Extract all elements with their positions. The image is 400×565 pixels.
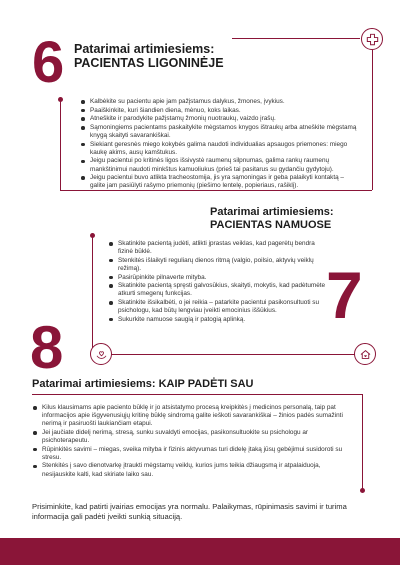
list-item: Paaiškinkite, kuri šiandien diena, mėnuo, koks laikas. <box>80 107 360 115</box>
section-title-self-help: Patarimai artimiesiems: KAIP PADĖTI SAU <box>32 378 254 390</box>
section-title-line2: PACIENTAS NAMUOSE <box>210 218 332 231</box>
divider-dot <box>360 488 365 493</box>
home-heart-icon <box>354 343 376 365</box>
list-item: Siekiant geresnės miego kokybės galima naudoti individualias apsaugos priemones: miego kaukę akims, ausų kamštukus. <box>80 141 360 157</box>
home-heart-icon-glyph <box>359 348 372 361</box>
list-item: Skatinkite pacientą spręsti galvosūkius, skaityti, mokytis, kad padėtumėte atkurti smegenų funkcijas. <box>108 282 328 298</box>
list-item: Stenkitės į savo dienotvarkę įtraukti mėgstamų veiklų, kurios jums teikia džiaugsmą ir atpalaiduoja, nesijauskite kalti, kad skiriate laiko sau. <box>32 462 352 478</box>
section-title-line1: Patarimai artimiesiems: <box>74 42 215 56</box>
divider <box>362 394 363 490</box>
divider <box>92 236 93 354</box>
list-item: Kilus klausimams apie paciento būklę ir jo atsistatymo procesą kreipkitės į medicinos personalą, taip pat informacijos apie išgyvenusiųjų kritinę būklę sindromą galite ieškoti savarankiškai – žinios padės sumažinti nerimą ir pasiruošti laukiančiam etapui. <box>32 404 352 428</box>
list-item: Rūpinkitės savimi – miegas, sveika mityba ir fizinis aktyvumas turi didelę įtaką jūsų gebėjimui susidoroti su stresu. <box>32 446 352 462</box>
list-item: Sąmoningiems pacientams paskaitykite mėgstamos knygos ištraukų arba atneškite mėgstamą knygą skaityti savarankiškai. <box>80 124 360 140</box>
self-help-tips-list <box>32 404 352 479</box>
section-title-line1: Patarimai artimiesiems: <box>210 206 334 218</box>
heart-hands-icon <box>90 343 112 365</box>
section-number-8: 8 <box>30 314 64 381</box>
home-tips-list <box>108 240 328 324</box>
divider <box>232 38 360 39</box>
hospital-cross-icon <box>361 28 383 50</box>
section-number-6: 6 <box>32 30 65 95</box>
list-item: Skatinkite išsikalbėti, o jei reikia – patarkite pacientui pasikonsultuoti su psichologu, kad būtų lengviau įveikti emocinius iššūkius. <box>108 299 328 315</box>
hospital-tips-list <box>80 98 360 191</box>
list-item: Jeigu pacientui po kritinės ligos išsivystė raumenų silpnumas, galima rankų raumenų mankštinimui naudoti minkštus kamuoliukus (prieš tai pasitarus su gydančiu gydytoju). <box>80 157 360 173</box>
section-number-7: 7 <box>326 258 363 332</box>
section-title-home <box>210 206 334 231</box>
divider-dot <box>58 97 63 102</box>
divider <box>372 50 373 190</box>
hospital-cross-icon-glyph <box>366 33 379 46</box>
divider <box>92 354 362 355</box>
list-item: Jeigu pacientui buvo atlikta tracheostomija, jis yra sąmoningas ir geba palaikyti kontaktą – galite jam pasiūlyti rašymo priemonių (piešimo lentelę, popieriaus, rašiklį). <box>80 174 360 190</box>
list-item: Jei jaučiate didelį nerimą, stresą, sunku suvaldyti emocijas, pasikonsultuokite su psichologu ar psichoterapeutu. <box>32 429 352 445</box>
section-title-line2: PACIENTAS LIGONINĖJE <box>74 56 224 71</box>
list-item: Pasirūpinkite pilnaverte mityba. <box>108 274 328 282</box>
list-item: Skatinkite pacientą judėti, atlikti įprastas veiklas, kad pagerėtų bendra fizinė būklė. <box>108 240 328 256</box>
list-item: Stenkitės išlaikyti reguliarų dienos ritmą (valgio, poilsio, aktyvių veiklų režimą). <box>108 257 328 273</box>
closing-note: Prisiminkite, kad patirti įvairias emocijas yra normalu. Palaikymas, rūpinimasis savimi ir turima informacija gali padėti įveikti sunkią situaciją. <box>32 502 347 521</box>
list-item: Atneškite ir parodykite pažįstamų žmonių nuotraukų, vaizdo įrašų. <box>80 115 360 123</box>
footer-band <box>0 538 400 565</box>
divider-dot <box>90 233 95 238</box>
divider <box>60 100 61 190</box>
divider <box>32 394 362 395</box>
heart-hands-icon-glyph <box>95 348 108 361</box>
section-title-hospital <box>74 42 224 71</box>
list-item: Kalbėkite su pacientu apie jam pažįstamus dalykus, žmones, įvykius. <box>80 98 360 106</box>
list-item: Sukurkite namuose saugią ir patogią aplinką. <box>108 316 328 324</box>
